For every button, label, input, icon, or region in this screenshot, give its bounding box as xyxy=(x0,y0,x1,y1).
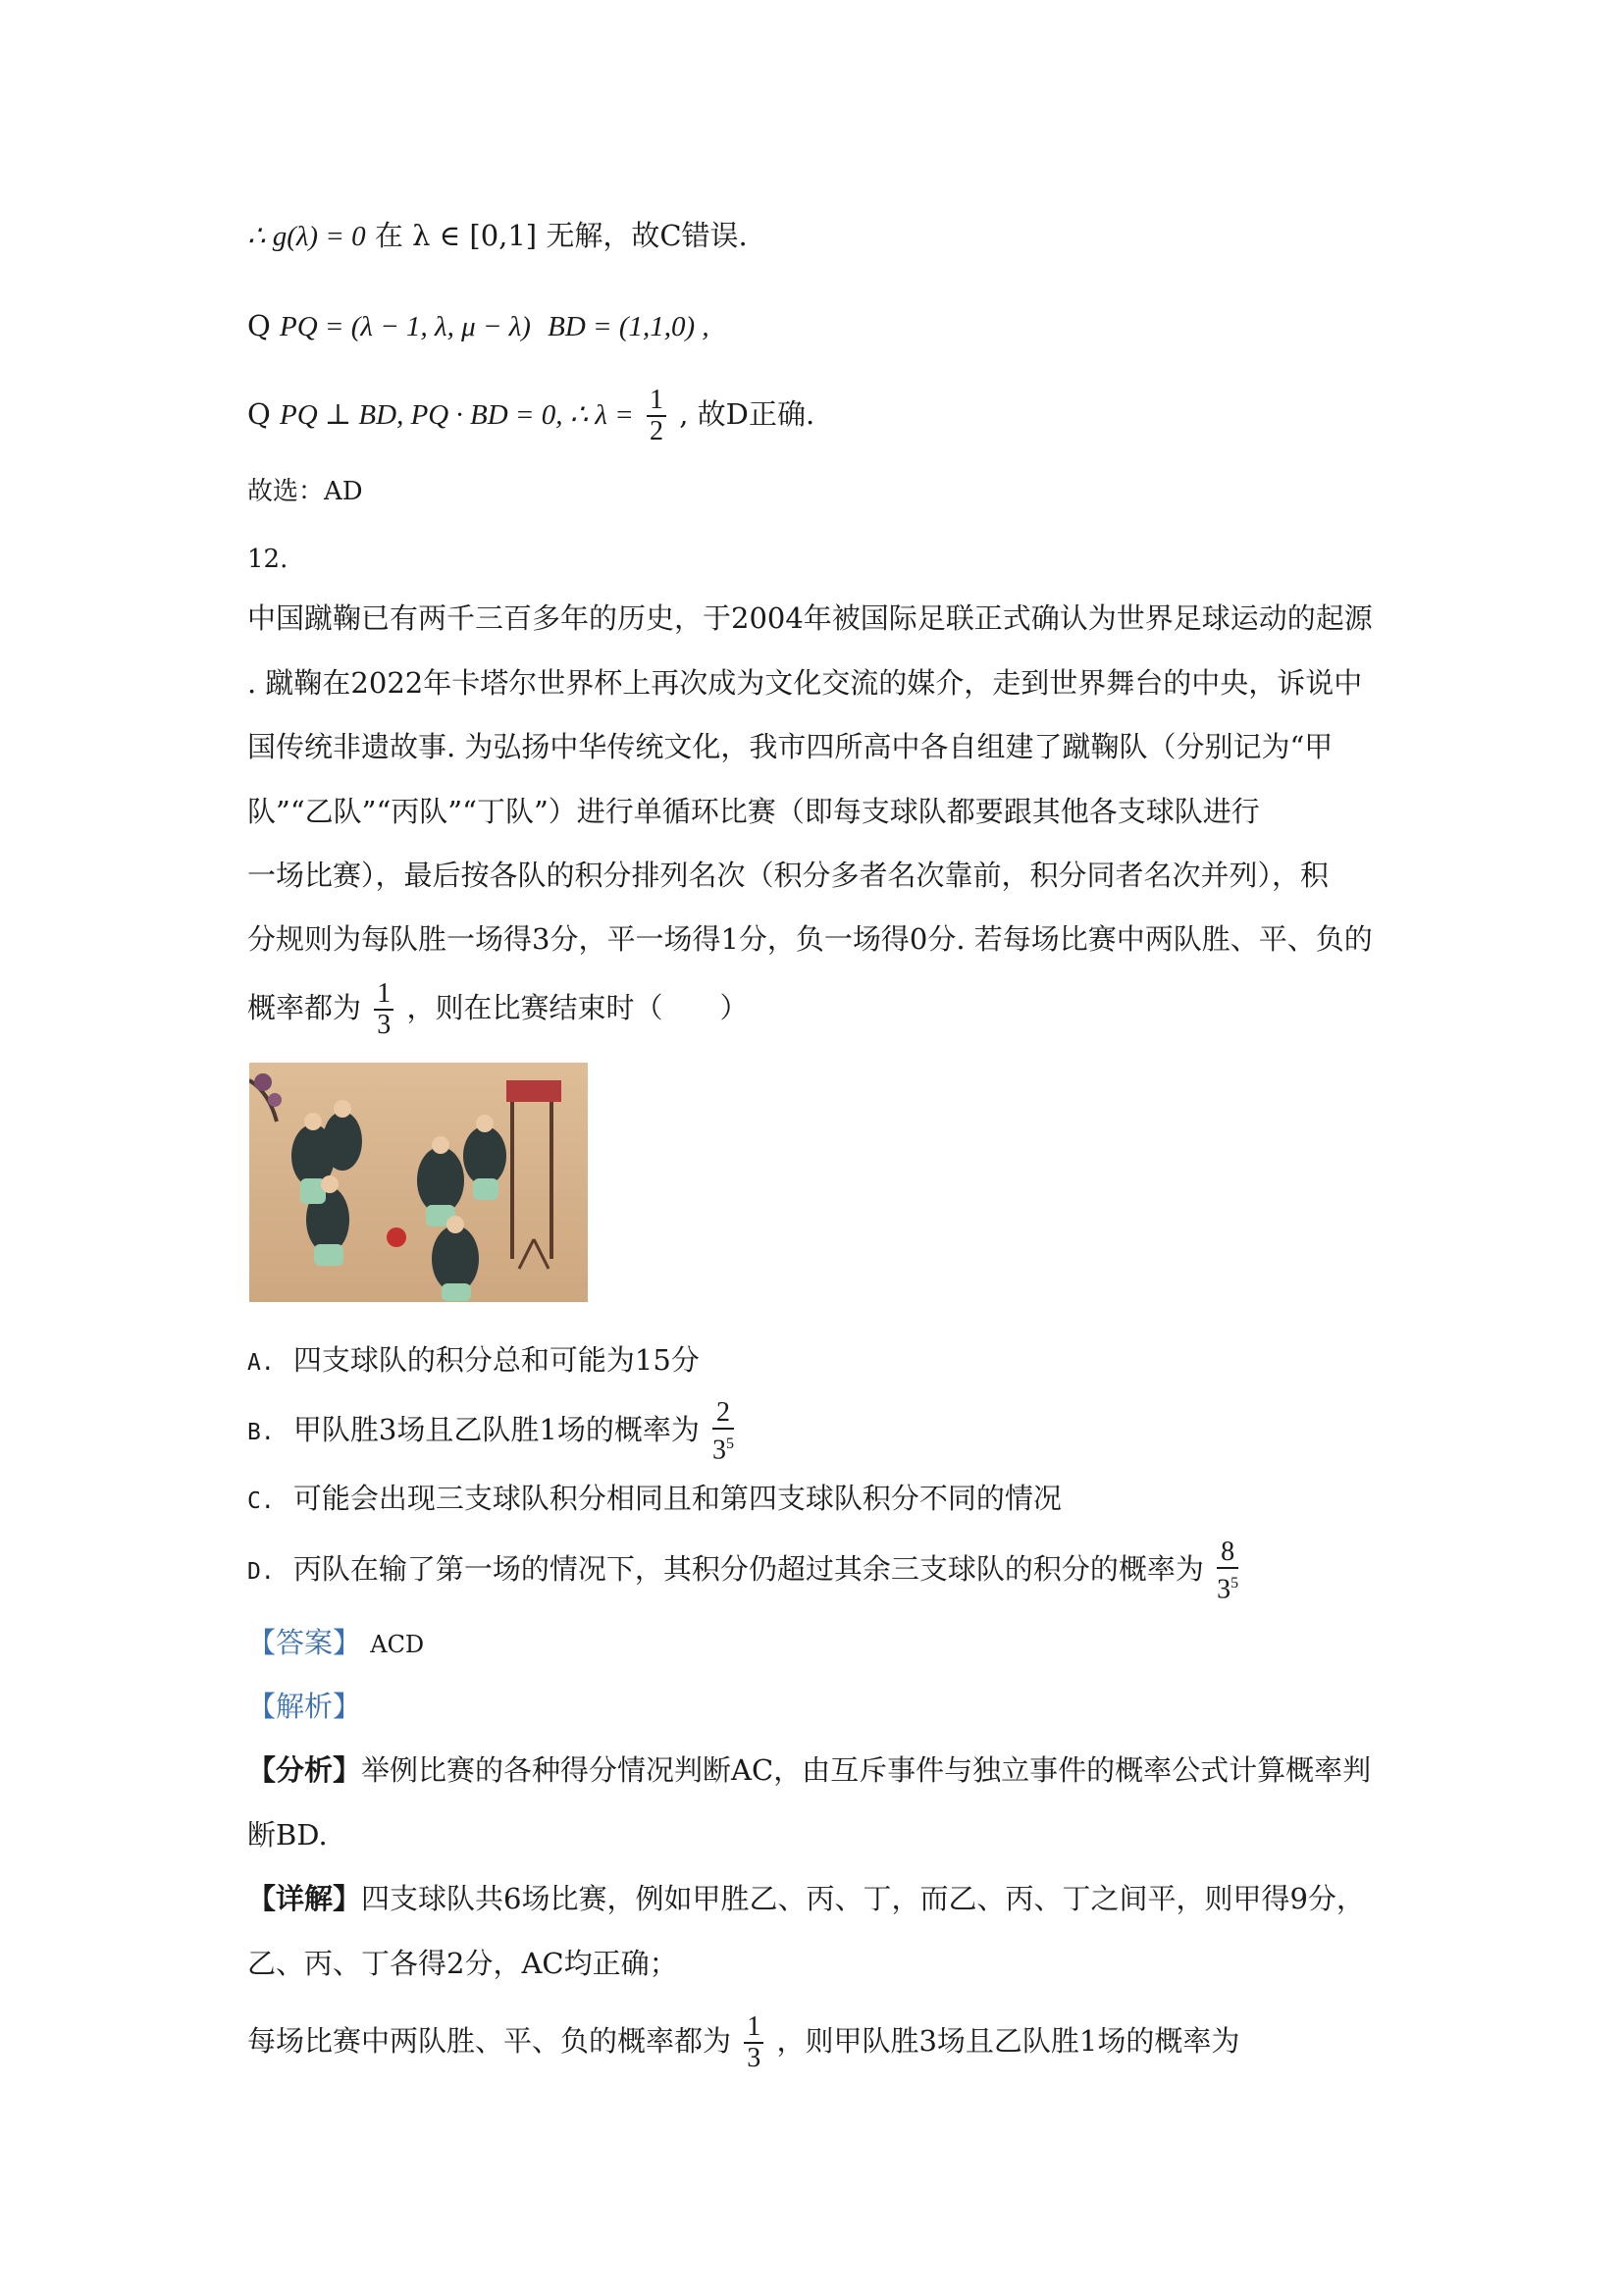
xiangjie-text: 四支球队共6场比赛，例如甲胜乙、丙、丁，而乙、丙、丁之间平，则甲得9分， xyxy=(361,1882,1365,1915)
fraction xyxy=(744,2012,763,2073)
vector-bd-expression: BD = (1,1,0) , xyxy=(548,311,709,342)
fraction-denominator: 3 xyxy=(377,1010,392,1040)
fraction xyxy=(712,1398,734,1465)
question-line: 国传统非遗故事. 为弘扬中华传统文化，我市四所高中各自组建了蹴鞠队（分别记为“甲 xyxy=(247,730,1334,763)
conclusion-text: , 故D正确. xyxy=(679,397,815,431)
probability-text: ，则甲队胜3场且乙队胜1场的概率为 xyxy=(776,2024,1240,2058)
vector-pq-expression: PQ = (λ − 1, λ, μ − λ) xyxy=(280,311,531,342)
denominator-base: 3 xyxy=(1217,1574,1231,1605)
option-text: 甲队胜3场且乙队胜1场的概率为 xyxy=(292,1413,700,1447)
option-d xyxy=(247,1538,1242,1604)
question-line xyxy=(247,976,748,1040)
fraction-numerator: 8 xyxy=(1217,1538,1238,1569)
probability-line xyxy=(247,2009,1239,2073)
answer-tag: 【答案】 xyxy=(247,1626,362,1659)
question-line: 队”“乙队”“丙队”“丁队”）进行单循环比赛（即每支球队都要跟其他各支球队进行 xyxy=(247,795,1260,828)
question-number: 12. xyxy=(247,545,288,574)
fraction xyxy=(1217,1538,1238,1604)
vector-definitions-line xyxy=(247,306,709,346)
option-letter: A. xyxy=(247,1350,275,1376)
fraction xyxy=(647,386,666,446)
option-letter: B. xyxy=(247,1420,275,1446)
cuju-painting-illustration xyxy=(249,1063,588,1302)
question-text: ，则在比赛结束时（ ） xyxy=(406,991,749,1024)
conclusion-text: 无解，故C错误. xyxy=(546,219,748,252)
question-text: 概率都为 xyxy=(247,991,362,1024)
perpendicular-expression: PQ ⊥ BD, PQ · BD = 0, ∴ λ = xyxy=(280,399,634,431)
option-b xyxy=(247,1398,738,1465)
fraction-denominator: 3 xyxy=(747,2043,761,2073)
fraction-denominator xyxy=(1217,1569,1238,1604)
because-symbol: Q xyxy=(247,397,271,431)
option-a xyxy=(247,1340,700,1383)
xiangjie-line: 乙、丙、丁各得2分，AC均正确； xyxy=(247,1947,678,1980)
analysis-tag-text: 【解析】 xyxy=(247,1690,362,1723)
math-condition: 在 λ ∈ [0,1] xyxy=(374,219,538,252)
question-line: 分规则为每队胜一场得3分，平一场得1分，负一场得0分. 若每场比赛中两队胜、平、负的 xyxy=(247,922,1373,956)
fraction-numerator: 1 xyxy=(647,386,666,417)
analysis-tag xyxy=(247,1687,361,1726)
math-expression: ∴ g(λ) = 0 xyxy=(247,221,366,252)
xiangjie-tag: 【详解】 xyxy=(247,1882,362,1915)
probability-text: 每场比赛中两队胜、平、负的概率都为 xyxy=(247,2024,732,2058)
fraction-numerator: 1 xyxy=(374,979,393,1011)
fenxi-line xyxy=(247,1750,1371,1790)
denominator-exponent: 5 xyxy=(1230,1575,1239,1592)
fraction xyxy=(374,979,393,1040)
fraction-numerator: 1 xyxy=(744,2012,763,2044)
option-letter: D. xyxy=(247,1559,275,1586)
denominator-exponent: 5 xyxy=(726,1435,735,1452)
option-text: 丙队在输了第一场的情况下，其积分仍超过其余三支球队的积分的概率为 xyxy=(292,1552,1204,1587)
fenxi-text: 举例比赛的各种得分情况判断AC，由互斥事件与独立事件的概率公式计算概率判 xyxy=(361,1753,1372,1787)
fraction-denominator xyxy=(712,1430,734,1465)
perpendicular-line xyxy=(247,385,814,446)
denominator-base: 3 xyxy=(712,1435,727,1466)
answer-value: ACD xyxy=(370,1631,425,1658)
xiangjie-line xyxy=(247,1879,1365,1918)
fenxi-tag: 【分析】 xyxy=(247,1753,362,1787)
question-line: 中国蹴鞠已有两千三百多年的历史，于2004年被国际足联正式确认为世界足球运动的起源 xyxy=(247,601,1373,635)
question-line: . 蹴鞠在2022年卡塔尔世界杯上再次成为文化交流的媒介，走到世界舞台的中央，诉说中 xyxy=(247,666,1363,700)
answer-line xyxy=(247,1623,424,1664)
selection-line: 故选：AD xyxy=(247,477,363,506)
fraction-numerator: 2 xyxy=(712,1398,734,1430)
option-text: 可能会出现三支球队积分相同且和第四支球队积分不同的情况 xyxy=(292,1482,1062,1515)
fraction-denominator: 2 xyxy=(650,416,664,446)
option-text: 四支球队的积分总和可能为15分 xyxy=(292,1343,700,1377)
option-c xyxy=(247,1479,1062,1521)
option-letter: C. xyxy=(247,1488,275,1514)
because-symbol: Q xyxy=(247,309,271,342)
question-line: 一场比赛），最后按各队的积分排列名次（积分多者名次靠前，积分同者名次并列），积 xyxy=(247,859,1330,892)
fenxi-line: 断BD. xyxy=(247,1818,328,1852)
conclusion-c-line xyxy=(247,216,748,256)
